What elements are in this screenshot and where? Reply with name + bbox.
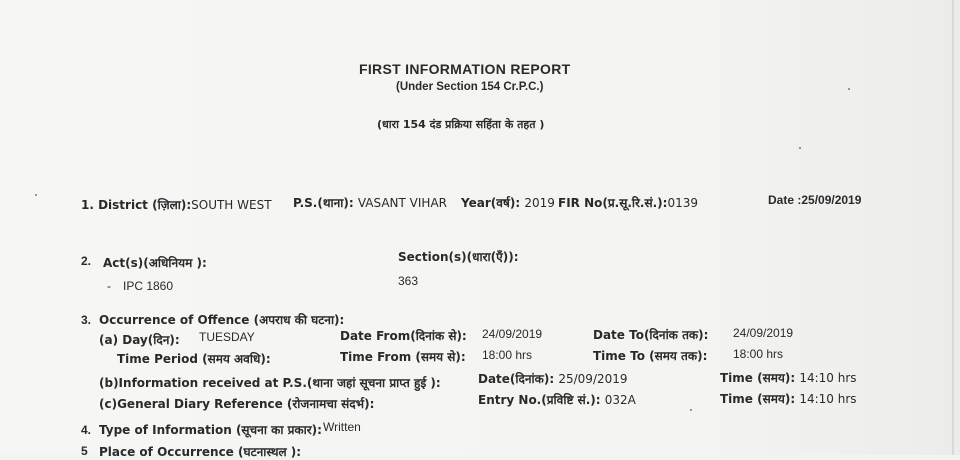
- section-value: 363: [398, 274, 419, 288]
- police-station-label: P.S.(थाना): VASANT VIHAR: [293, 196, 447, 210]
- item-number-4: 4.: [81, 423, 92, 437]
- fir-number-label: FIR No(प्र.सू.रि.सं.):0139: [558, 196, 698, 210]
- time-from-label: Time From (समय से):: [340, 350, 466, 364]
- item-number-5: 5: [81, 444, 88, 458]
- date-to-value: 24/09/2019: [733, 326, 794, 340]
- paper-edge: [952, 0, 954, 455]
- paper-speck: [848, 88, 850, 90]
- report-date-value: 25/09/2019: [801, 193, 862, 207]
- info-received-date-value: 25/09/2019: [558, 372, 628, 386]
- document-title: FIRST INFORMATION REPORT: [359, 61, 571, 77]
- item-number-2: 2.: [81, 254, 92, 268]
- police-station-value: VASANT VIHAR: [357, 196, 447, 210]
- information-type-value: Written: [323, 420, 361, 434]
- occurrence-label: Occurrence of Offence (अपराध की घटना):: [99, 313, 345, 327]
- entry-number-label: Entry No.(प्रविष्टि सं.): 032A: [478, 393, 636, 407]
- info-received-time-label: Time (समय): 14:10 hrs: [720, 371, 857, 385]
- district-label: 1. District (ज़िला):SOUTH WEST: [81, 198, 272, 212]
- general-diary-time-label: Time (समय): 14:10 hrs: [720, 392, 857, 406]
- time-to-label: Time To (समय तक):: [593, 349, 708, 363]
- year-label: Year(वर्ष): 2019: [461, 196, 555, 210]
- information-type-label: Type of Information (सूचना का प्रकार):: [99, 423, 322, 437]
- info-received-date-label: Date(दिनांक): 25/09/2019: [478, 372, 628, 386]
- paper-speck: [799, 147, 801, 149]
- date-from-label: Date From(दिनांक से):: [340, 329, 467, 343]
- general-diary-label: (c)General Diary Reference (रोजनामचा संदर्भ):: [99, 397, 375, 411]
- day-label: (a) Day(दिन):: [99, 333, 180, 347]
- act-value: IPC 1860: [123, 279, 174, 293]
- general-diary-time-value: 14:10 hrs: [799, 392, 857, 406]
- document-subtitle: (Under Section 154 Cr.P.C.): [396, 81, 544, 93]
- time-from-value: 18:00 hrs: [482, 348, 533, 362]
- date-from-value: 24/09/2019: [482, 327, 543, 341]
- date-to-label: Date To(दिनांक तक):: [593, 328, 709, 342]
- acts-label: Act(s)(अधिनियम ):: [103, 256, 207, 270]
- time-period-label: Time Period (समय अवधि):: [117, 352, 271, 366]
- document-subtitle-hindi: (धारा 154 दंड प्रक्रिया सहिंता के तहत ): [377, 118, 545, 131]
- info-received-time-value: 14:10 hrs: [799, 371, 857, 385]
- place-of-occurrence-label: Place of Occurrence (घटनास्थल ):: [99, 445, 302, 459]
- day-value: TUESDAY: [199, 330, 255, 344]
- info-received-label: (b)Information received at P.S.(थाना जहां सूचना प्राप्त हुई ):: [99, 376, 441, 390]
- item-number-3: 3.: [81, 313, 92, 327]
- time-to-value: 18:00 hrs: [733, 347, 784, 361]
- report-date: Date :25/09/2019: [768, 193, 862, 207]
- fir-number-value: 0139: [667, 196, 698, 210]
- district-value: SOUTH WEST: [191, 198, 272, 212]
- paper-speck: [35, 194, 37, 196]
- year-value: 2019: [524, 196, 555, 210]
- paper-speck: [690, 409, 692, 411]
- entry-number-value: 032A: [604, 393, 636, 407]
- act-bullet: -: [107, 279, 111, 293]
- sections-label: Section(s)(धारा(एँ)):: [398, 250, 519, 264]
